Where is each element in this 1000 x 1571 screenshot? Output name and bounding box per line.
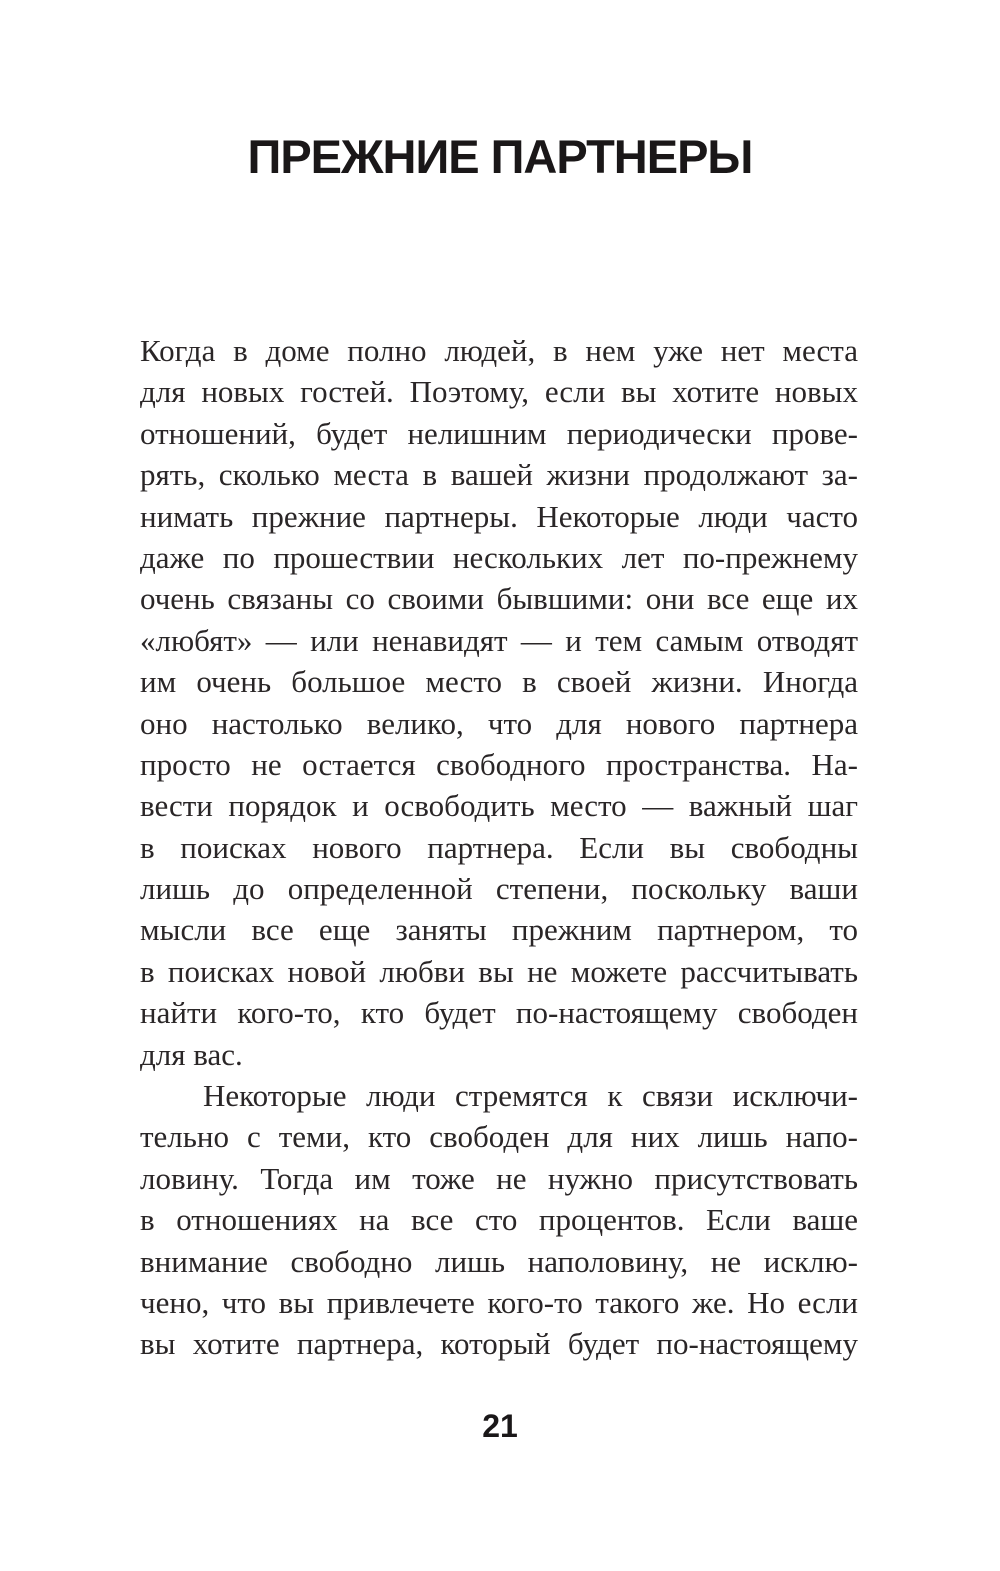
paragraph bbox=[140, 1075, 858, 1365]
text-line: в поисках нового партнера. Если вы свободны bbox=[140, 829, 858, 865]
text-line: Когда в доме полно людей, в нем уже нет места bbox=[140, 333, 858, 368]
text-line: очень связаны со своими бывшими: они все еще их bbox=[140, 581, 858, 617]
page-title: ПРЕЖНИЕ ПАРТНЕРЫ bbox=[247, 130, 753, 183]
text-line: чено, что вы привлечете кого-то такого же. Но если bbox=[140, 1284, 858, 1320]
text-line: отношений, будет нелишним периодически прове- bbox=[140, 415, 858, 451]
text-line: найти кого-то, кто будет по-настоящему свободен bbox=[140, 995, 858, 1031]
text-line: в поисках новой любви вы не можете рассчитывать bbox=[140, 953, 858, 989]
text-line: внимание свободно лишь наполовину, не исклю- bbox=[140, 1243, 858, 1279]
page-number: 21 bbox=[482, 1408, 518, 1444]
text-line: Некоторые люди стремятся к связи исключи- bbox=[203, 1078, 858, 1114]
text-line: мысли все еще заняты прежним партнером, то bbox=[140, 912, 858, 948]
text-line: ловину. Тогда им тоже не нужно присутствовать bbox=[140, 1160, 858, 1196]
body-text bbox=[140, 330, 858, 1365]
paragraph bbox=[140, 330, 858, 1075]
text-line: вести порядок и освободить место — важный шаг bbox=[140, 788, 858, 824]
text-line: лишь до определенной степени, поскольку ваши bbox=[140, 871, 858, 907]
text-line: даже по прошествии нескольких лет по-прежнему bbox=[140, 539, 858, 575]
text-line: рять, сколько места в вашей жизни продолжают за- bbox=[140, 457, 858, 493]
text-line: им очень большое место в своей жизни. Иногда bbox=[140, 664, 858, 700]
text-line: просто не остается свободного пространства. На- bbox=[140, 746, 858, 782]
text-line: нимать прежние партнеры. Некоторые люди часто bbox=[140, 498, 858, 534]
text-line: тельно с теми, кто свободен для них лишь напо- bbox=[140, 1119, 858, 1155]
text-line: оно настолько велико, что для нового партнера bbox=[140, 705, 858, 741]
text-line: для вас. bbox=[140, 1036, 243, 1072]
text-line: вы хотите партнера, который будет по-настоящему bbox=[140, 1326, 858, 1362]
text-line: в отношениях на все сто процентов. Если ваше bbox=[140, 1202, 858, 1238]
text-line: для новых гостей. Поэтому, если вы хотите новых bbox=[140, 374, 858, 410]
text-line: «любят» — или ненавидят — и тем самым отводят bbox=[140, 622, 858, 658]
